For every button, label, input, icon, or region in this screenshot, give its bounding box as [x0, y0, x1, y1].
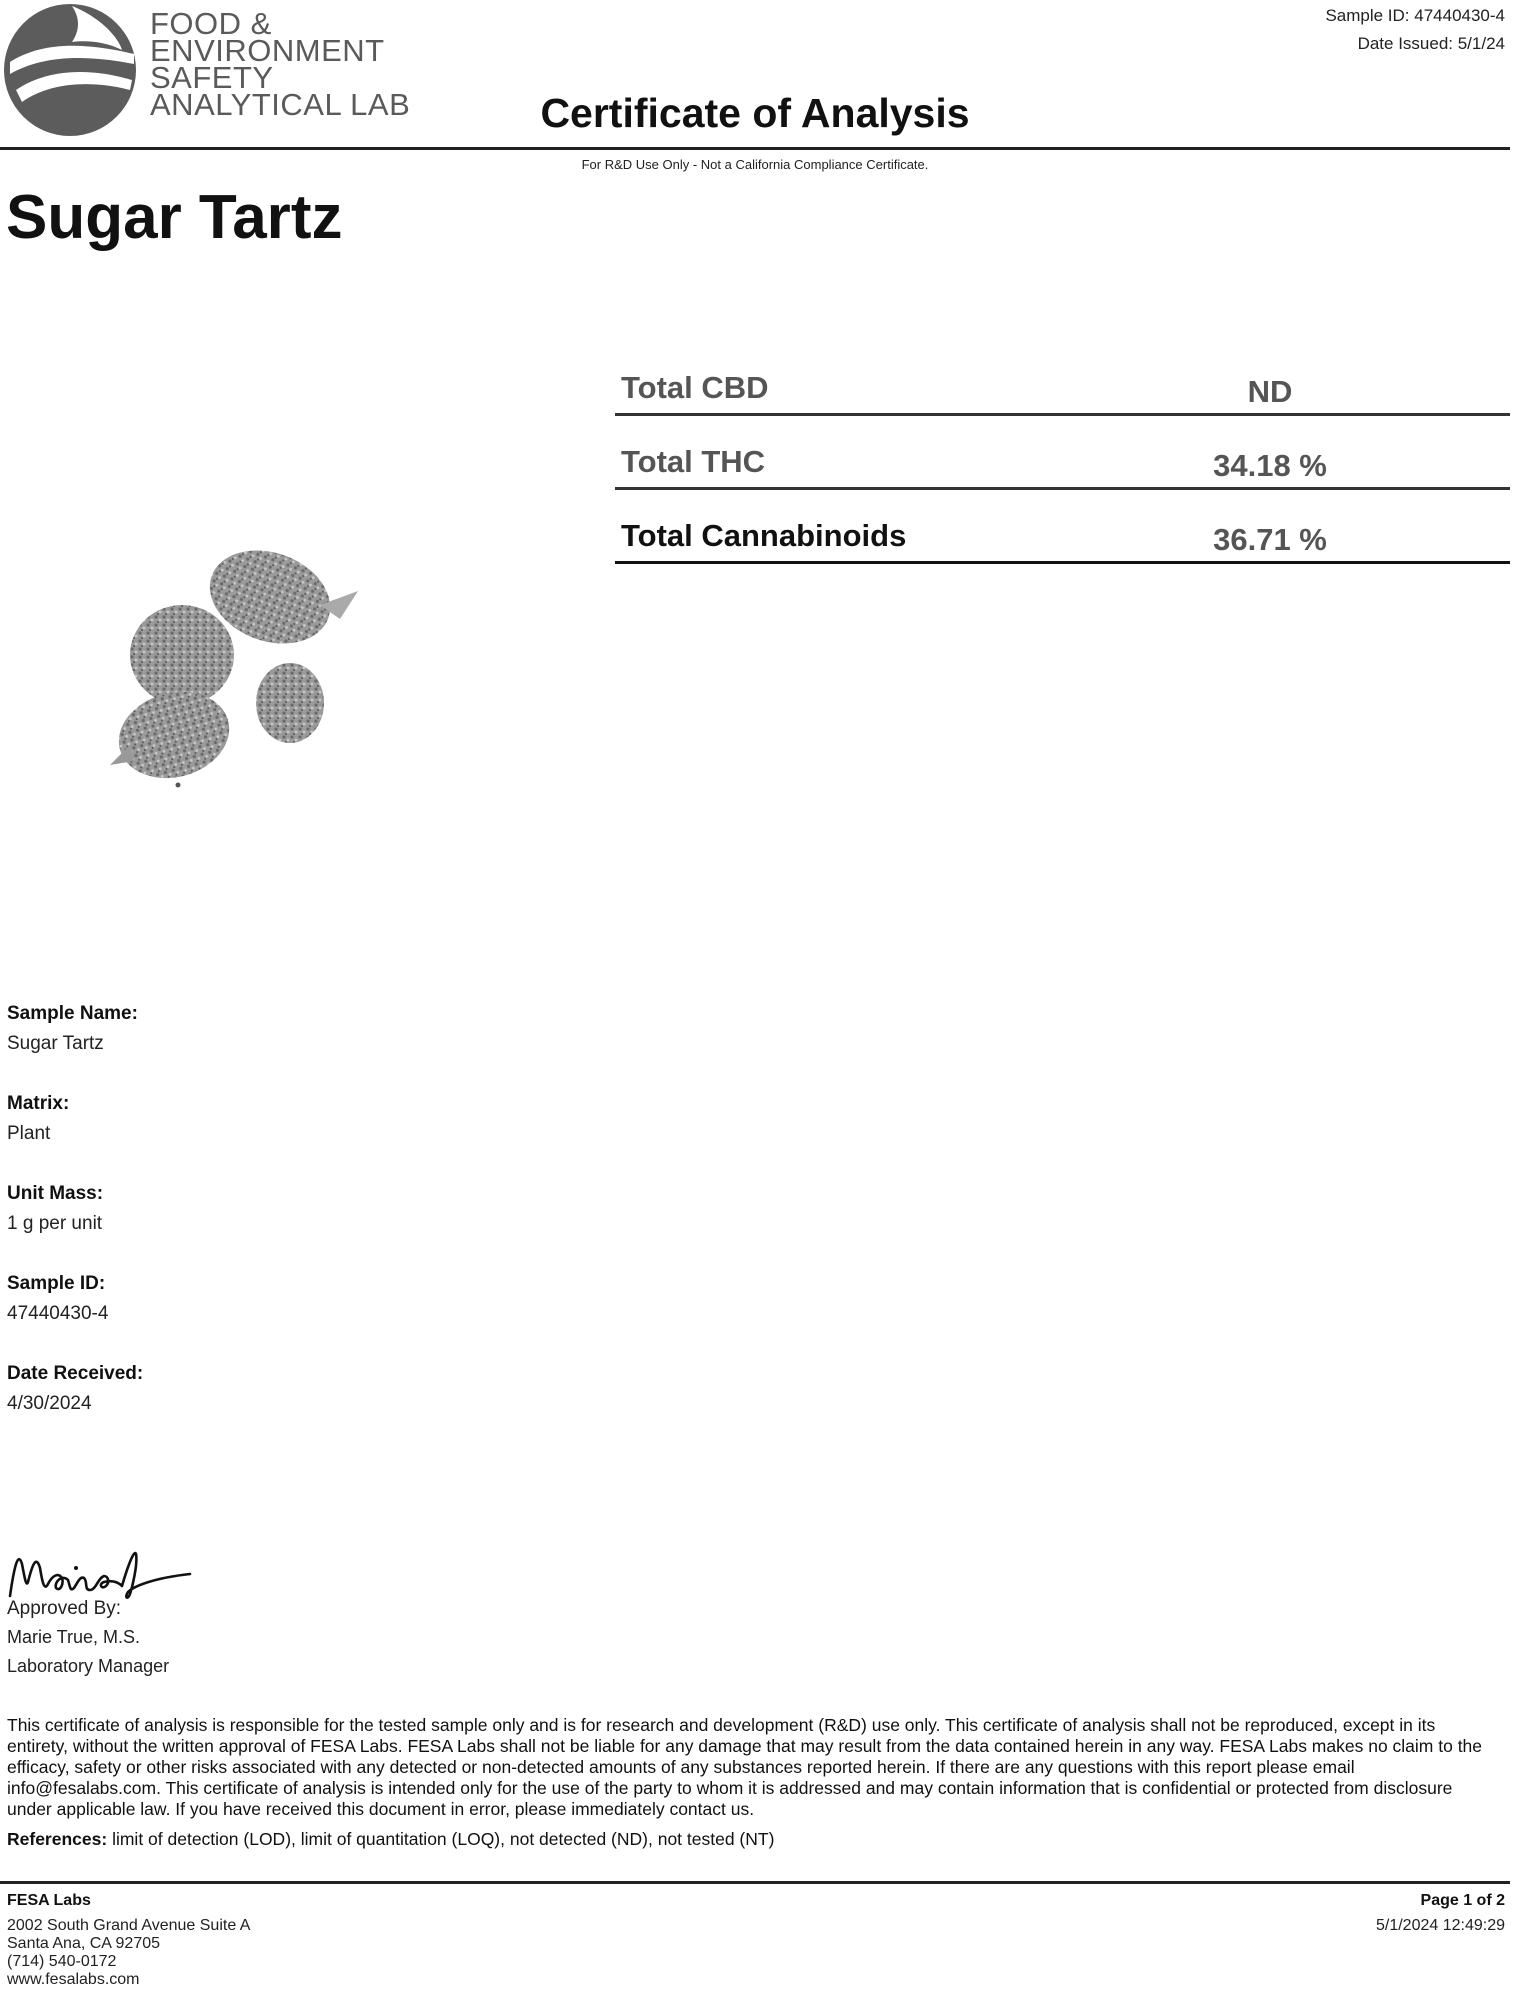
footer-timestamp: 5/1/2024 12:49:29 — [1375, 1917, 1505, 1934]
summary-value: 34.18 % — [1213, 448, 1327, 483]
summary-row-total-cbd — [615, 344, 1510, 416]
logo-line: FOOD & — [150, 6, 272, 41]
approver-name: Marie True, M.S. — [7, 1627, 141, 1647]
header-date-issued: Date Issued: 5/1/24 — [1357, 34, 1505, 53]
sample-name-label: Sample Name: — [7, 1003, 138, 1024]
footer-address-line: Santa Ana, CA 92705 — [7, 1935, 161, 1952]
footer-phone: (714) 540-0172 — [7, 1953, 117, 1970]
header-divider — [0, 147, 1510, 150]
summary-label: Total CBD — [621, 370, 769, 405]
approver-title: Laboratory Manager — [7, 1656, 170, 1676]
footer-website: www.fesalabs.com — [7, 1971, 140, 1988]
document-title: Certificate of Analysis — [540, 90, 970, 136]
logo-line: ENVIRONMENT — [150, 33, 385, 68]
row-divider — [615, 487, 1510, 490]
footer-divider — [0, 1881, 1510, 1884]
product-name: Sugar Tartz — [6, 183, 343, 252]
lab-logo-icon — [2, 2, 138, 138]
header-sample-id: Sample ID: 47440430-4 — [1325, 6, 1505, 25]
summary-value: ND — [1247, 374, 1293, 409]
summary-value: 36.71 % — [1213, 522, 1327, 557]
sample-name-value: Sugar Tartz — [7, 1033, 104, 1054]
sample-id-value: 47440430-4 — [7, 1303, 109, 1324]
unit-mass-value: 1 g per unit — [7, 1213, 103, 1234]
summary-label: Total THC — [621, 444, 766, 479]
references — [7, 1829, 774, 1850]
footer-company: FESA Labs — [7, 1892, 91, 1909]
logo-line: ANALYTICAL LAB — [150, 87, 411, 122]
date-received-value: 4/30/2024 — [7, 1393, 92, 1414]
approved-by-label: Approved By: — [7, 1598, 122, 1619]
product-photo — [90, 535, 370, 805]
matrix-label: Matrix: — [7, 1093, 70, 1114]
footer-page-number: Page 1 of 2 — [1420, 1892, 1505, 1909]
lab-logo-text — [150, 6, 411, 122]
row-divider — [615, 561, 1510, 564]
references-label: References: — [7, 1829, 108, 1849]
date-received-label: Date Received: — [7, 1363, 144, 1384]
summary-row-total-thc — [615, 418, 1510, 490]
row-divider — [615, 413, 1510, 416]
summary-label: Total Cannabinoids — [621, 518, 907, 553]
references-text: limit of detection (LOD), limit of quantitation (LOQ), not detected (ND), not tested (NT) — [112, 1829, 775, 1849]
compliance-disclaimer: For R&D Use Only - Not a California Compliance Certificate. — [581, 157, 929, 172]
legal-disclaimer: This certificate of analysis is responsible for the tested sample only and is for research and development (R&D) use only. This certificate of analysis shall not be reproduced, except in its entirety, without the written approval of FESA Labs. FESA Labs shall not be liable for any damage that may result from the data contained herein in any way. FESA Labs makes no claim to the efficacy, safety or other risks associated with any detected or non-detected amounts of any substances reported herein. If there are any questions with this report please email info@fesalabs.com. This certificate of analysis is intended only for the use of the party to whom it is addressed and may contain information that is confidential or protected from disclosure under applicable law. If you have received this document in error, please immediately contact us. — [7, 1715, 1483, 1819]
unit-mass-label: Unit Mass: — [7, 1183, 104, 1204]
footer-address-line: 2002 South Grand Avenue Suite A — [7, 1917, 251, 1934]
summary-row-total-cannabinoids — [615, 492, 1510, 564]
logo-line: SAFETY — [150, 60, 274, 95]
matrix-value: Plant — [7, 1123, 51, 1144]
sample-id-label: Sample ID: — [7, 1273, 106, 1294]
